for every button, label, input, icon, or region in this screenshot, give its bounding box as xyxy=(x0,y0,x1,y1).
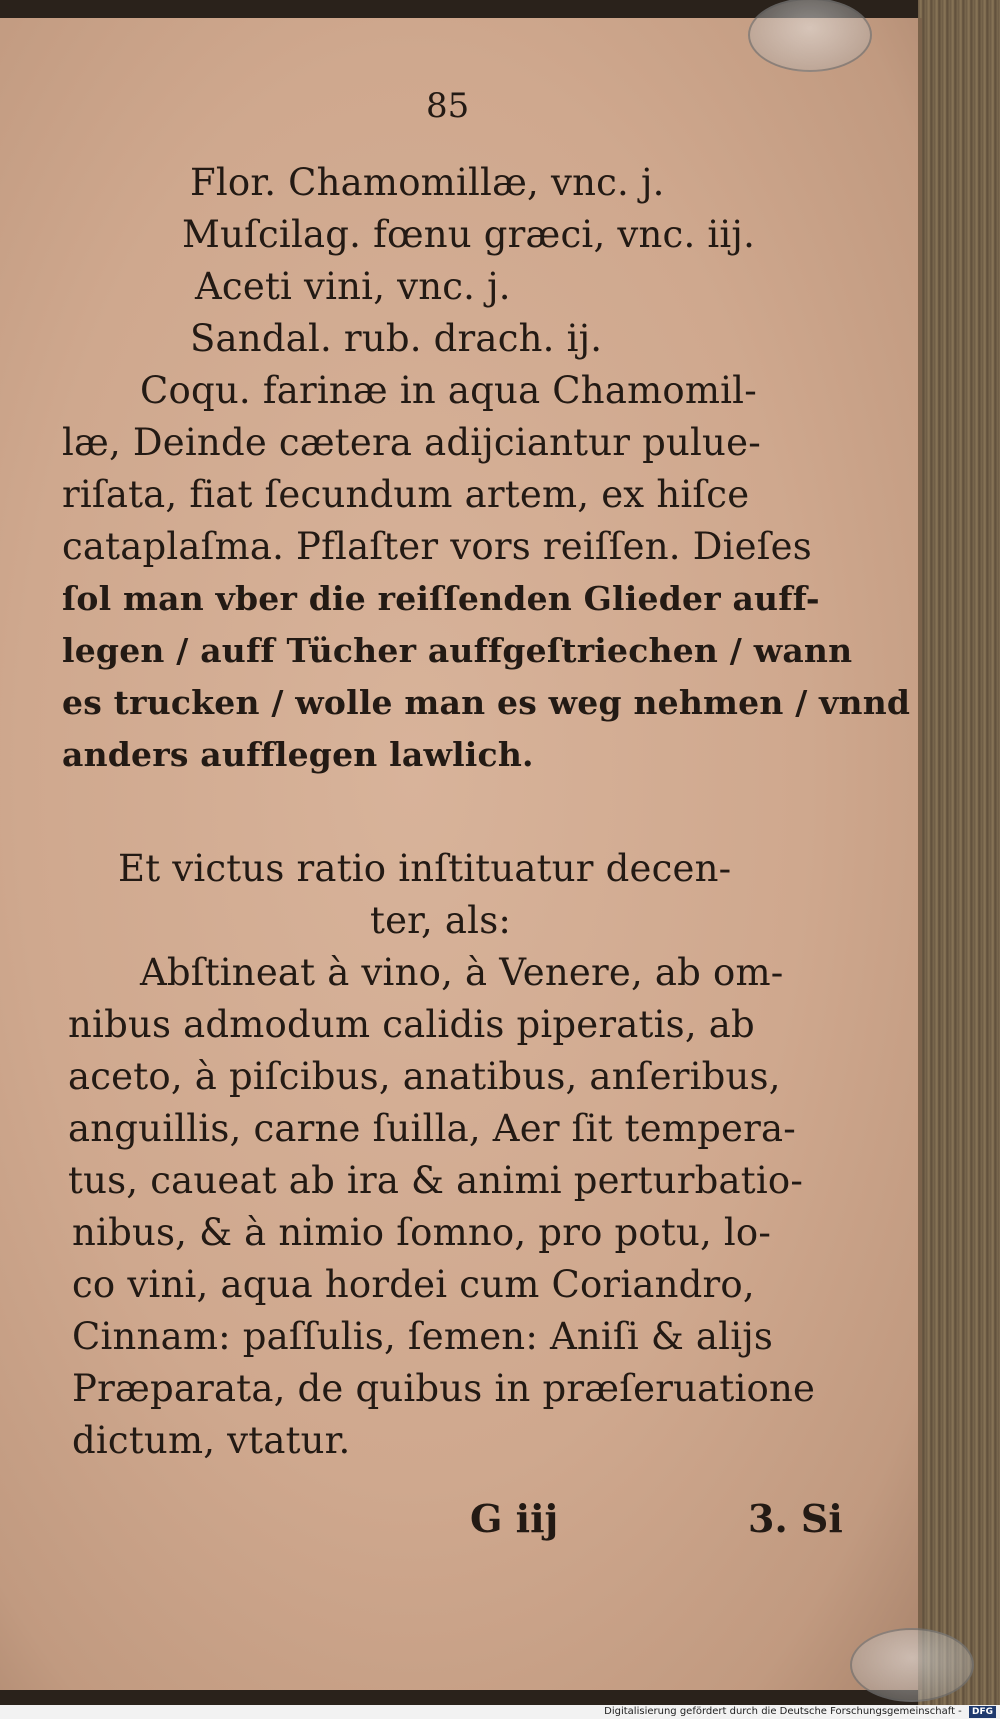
footer-credit: Digitalisierung gefördert durch die Deutsche Forschungsgemeinschaft - xyxy=(604,1706,962,1717)
text-line: ſol man vber die reiſſenden Glieder auff- xyxy=(62,579,820,618)
text-line: Præparata, de quibus in præſeruatione xyxy=(72,1367,816,1410)
text-line: tus, caueat ab ira & animi perturbatio- xyxy=(68,1159,804,1202)
text-line: nibus admodum calidis piperatis, ab xyxy=(68,1003,755,1046)
text-line: ter, als: xyxy=(370,899,512,942)
dfg-logo: DFG xyxy=(969,1706,996,1718)
text-line: læ, Deinde cætera adijciantur pulue- xyxy=(62,421,761,464)
text-line: Et victus ratio inſtituatur decen- xyxy=(118,847,732,890)
text-line: es trucken / wolle man es weg nehmen / vnnd xyxy=(62,683,911,722)
text-line: nibus, & à nimio ſomno, pro potu, lo- xyxy=(72,1211,772,1254)
text-line: anguillis, carne ſuilla, Aer ſit tempera- xyxy=(68,1107,796,1150)
text-line: legen / auff Tücher auffgeſtriechen / wann xyxy=(62,631,853,670)
text-line: dictum, vtatur. xyxy=(72,1419,351,1462)
page-number: 85 xyxy=(426,86,470,126)
signature-mark: G iij xyxy=(470,1496,559,1541)
text-line: co vini, aqua hordei cum Coriandro, xyxy=(72,1263,755,1306)
text-line: cataplaſma. Pflaſter vors reiſſen. Dieſes xyxy=(62,525,812,568)
digitization-footer xyxy=(0,1705,1000,1719)
page-edges xyxy=(918,0,1000,1705)
catchword: 3. Si xyxy=(748,1496,843,1541)
page-clip-bottom xyxy=(850,1628,974,1702)
text-line: aceto, à piſcibus, anatibus, anſeribus, xyxy=(68,1055,781,1098)
text-line: Aceti vini, vnc. j. xyxy=(195,265,511,308)
text-line: Cinnam: paſſulis, ſemen: Aniſi & alijs xyxy=(72,1315,774,1358)
text-line: Coqu. farinæ in aqua Chamomil- xyxy=(140,369,757,412)
text-line: Flor. Chamomillæ, vnc. j. xyxy=(190,161,665,204)
text-line: Abſtineat à vino, à Venere, ab om- xyxy=(140,951,784,994)
text-line: Muſcilag. fœnu græci, vnc. iij. xyxy=(182,213,756,256)
text-line: riſata, fiat ſecundum artem, ex hiſce xyxy=(62,473,750,516)
text-line: Sandal. rub. drach. ij. xyxy=(190,317,603,360)
page-clip-top xyxy=(748,0,872,72)
text-line: anders aufflegen lawlich. xyxy=(62,735,534,774)
